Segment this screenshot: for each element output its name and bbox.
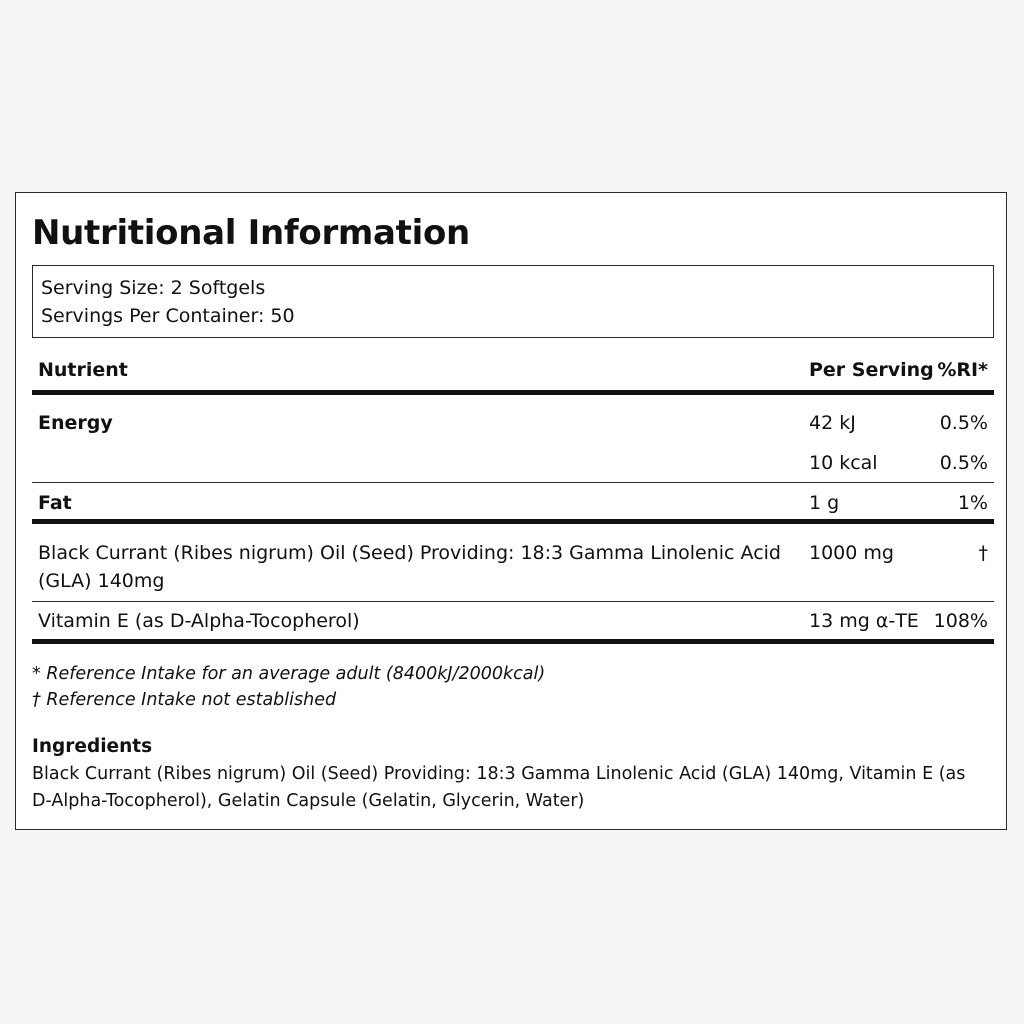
serving-size: Serving Size: 2 Softgels	[41, 277, 266, 299]
servings-per-container: Servings Per Container: 50	[41, 305, 295, 327]
per-serving-value: 42 kJ	[809, 412, 856, 434]
ri-value-kcal: 0.5%	[939, 452, 988, 474]
per-serving-value: 1000 mg	[809, 542, 894, 564]
ri-value: 108%	[933, 610, 988, 632]
table-row-fat	[32, 483, 994, 524]
nutrient-name: Energy	[38, 412, 113, 434]
nutrient-name: Fat	[38, 492, 72, 514]
nutrient-name: Black Currant (Ribes nigrum) Oil (Seed) Providing: 18:3 Gamma Linolenic Acid (GLA) 140mg	[38, 542, 781, 592]
ingredients-section	[32, 733, 992, 815]
ingredients-title: Ingredients	[32, 736, 153, 757]
per-serving-value-kcal: 10 kcal	[809, 452, 878, 474]
panel-title: Nutritional Information	[32, 213, 470, 253]
table-header-row	[32, 343, 994, 395]
nutrient-name: Vitamin E (as D-Alpha-Tocopherol)	[38, 610, 360, 632]
nutrition-panel	[15, 192, 1007, 830]
ri-value: 0.5%	[939, 412, 988, 434]
ri-value: 1%	[957, 492, 988, 514]
per-serving-value: 1 g	[809, 492, 840, 514]
header-nutrient: Nutrient	[38, 359, 128, 381]
footnotes	[32, 661, 992, 713]
table-row-energy	[32, 395, 994, 483]
nutrient-table	[32, 343, 994, 644]
table-row-black-currant	[32, 524, 994, 602]
footnote-ri: * Reference Intake for an average adult (8400kJ/2000kcal)	[32, 664, 546, 684]
table-row-vitamin-e	[32, 602, 994, 644]
header-per-serving: Per Serving	[809, 359, 934, 381]
ingredients-text: Black Currant (Ribes nigrum) Oil (Seed) Providing: 18:3 Gamma Linolenic Acid (GLA) 140mg, Vitamin E (as D-Alpha-Tocopherol), Gelatin Capsule (Gelatin, Glycerin, Water)	[32, 764, 966, 811]
per-serving-value: 13 mg α-TE	[809, 610, 919, 632]
ri-value: †	[978, 542, 988, 564]
header-ri: %RI*	[937, 359, 988, 381]
footnote-dagger: † Reference Intake not established	[32, 690, 337, 710]
serving-info-box	[32, 265, 994, 338]
